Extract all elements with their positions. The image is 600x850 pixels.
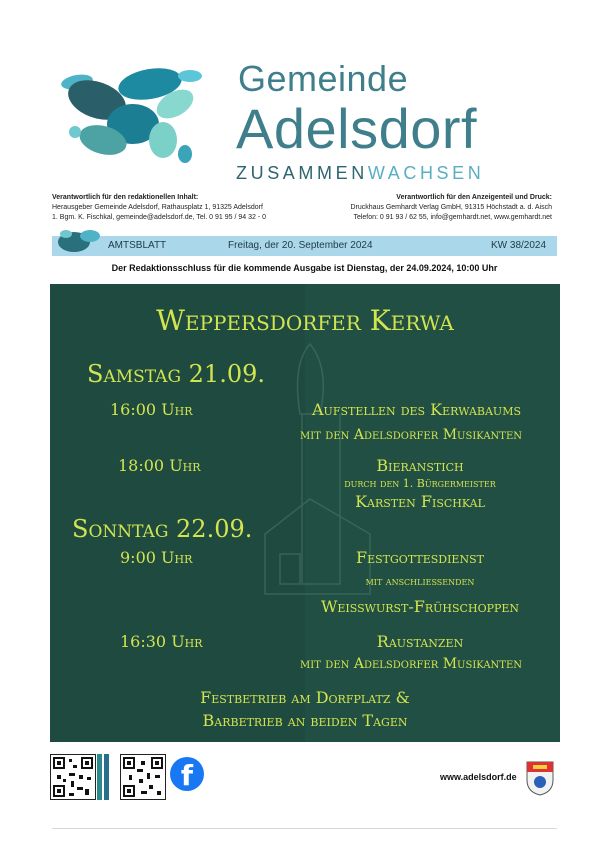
kerwa-poster	[50, 284, 560, 742]
event3-detail: mit anschließenden	[365, 575, 475, 588]
church-sketch-icon	[50, 284, 560, 742]
tagline	[236, 163, 484, 184]
band-logo-icon	[52, 226, 107, 256]
poster-footer-line2: Barbetrieb an beiden Tagen	[202, 711, 408, 730]
imprint-left-heading: Verantwortlich für den redaktionellen Inhalt:	[52, 194, 199, 201]
event3-subtitle: Weißwurst-Frühschoppen	[320, 597, 520, 616]
issue-week: KW 38/2024	[491, 240, 547, 251]
imprint-right-line1: Druckhaus Gemhardt Verlag GmbH, 91315 Höchstadt a. d. Aisch	[350, 204, 552, 211]
event4-detail: mit den Adelsdorfer Musikanten	[300, 656, 523, 672]
event2-title: Bieranstich	[376, 456, 464, 475]
event1-detail: mit den Adelsdorfer Musikanten	[300, 427, 523, 443]
event2-person: Karsten Fischkal	[355, 492, 485, 511]
event1-time: 16:00 Uhr	[110, 400, 193, 419]
logo-icon	[55, 62, 215, 167]
vertical-barcode-icon	[96, 752, 110, 802]
imprint-left-line2: 1. Bgm. K. Fischkal, gemeinde@adelsdorf.de, Tel. 0 91 95 / 94 32 - 0	[52, 214, 266, 221]
municipality-title-line1: Gemeinde	[238, 58, 409, 99]
day2-heading: Sonntag 22.09.	[72, 515, 253, 543]
imprint-left-line1: Herausgeber Gemeinde Adelsdorf, Rathausplatz 1, 91325 Adelsdorf	[52, 204, 263, 211]
imprint-right-line2: Telefon: 0 91 93 / 62 55, info@gemhardt.net, www.gemhardt.net	[353, 214, 552, 221]
facebook-icon[interactable]: f	[170, 757, 204, 791]
imprint-right-heading: Verantwortlich für den Anzeigenteil und Druck:	[396, 194, 552, 201]
imprint-right	[350, 193, 552, 223]
coat-of-arms-icon	[525, 760, 555, 796]
band-label: AMTSBLATT	[108, 240, 167, 251]
day1-heading: Samstag 21.09.	[87, 360, 266, 388]
poster-footer-line1: Festbetrieb am Dorfplatz &	[200, 688, 410, 707]
issue-date: Freitag, der 20. September 2024	[228, 240, 373, 251]
tagline-part2: WACHSEN	[367, 163, 485, 183]
event3-title: Festgottesdienst	[356, 548, 484, 567]
website-link[interactable]: www.adelsdorf.de	[440, 772, 517, 782]
event1-title: Aufstellen des Kerwabaums	[312, 400, 522, 419]
event4-title: Raustanzen	[376, 632, 464, 651]
event3-time: 9:00 Uhr	[120, 548, 193, 567]
imprint-left	[52, 193, 266, 223]
tagline-part1: ZUSAMMEN	[236, 163, 368, 183]
event2-time: 18:00 Uhr	[118, 456, 201, 475]
qr-code-icon	[50, 754, 96, 800]
footer-divider	[52, 828, 557, 829]
event4-time: 16:30 Uhr	[120, 632, 203, 651]
deadline-notice: Der Redaktionsschluss für die kommende Ausgabe ist Dienstag, der 24.09.2024, 10:00 Uhr	[111, 263, 498, 273]
qr-code-icon	[120, 754, 166, 800]
municipality-title-line2: Adelsdorf	[236, 97, 478, 160]
poster-title: Weppersdorfer Kerwa	[156, 304, 454, 337]
event2-detail: durch den 1. Bürgermeister	[344, 477, 496, 490]
